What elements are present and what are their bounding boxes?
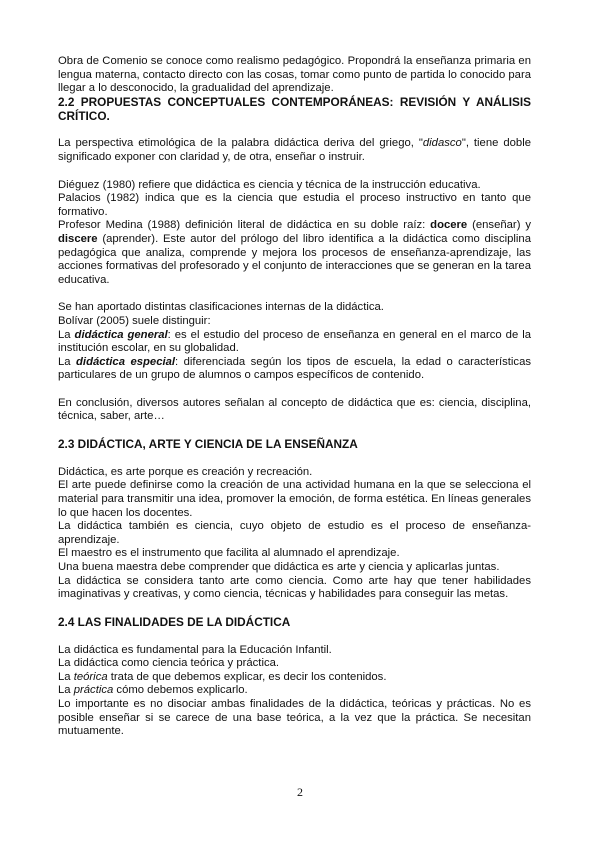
- section-heading-2-4: 2.4 LAS FINALIDADES DE LA DIDÁCTICA: [58, 614, 291, 629]
- art-line-4: El maestro es el instrumento que facilita al alumnado el aprendizaje.: [58, 547, 400, 560]
- art-line-1: Didáctica, es arte porque es creación y recreación.: [58, 465, 313, 478]
- conclusion-paragraph: En conclusión, diversos autores señalan al concepto de didáctica que es: ciencia, disciplina, técnica, saber, arte…: [58, 396, 531, 423]
- etymology-paragraph: La perspectiva etimológica de la palabra didáctica deriva del griego, "didasco", tiene doble significado exponer con claridad y, de otra, enseñar o instruir.: [58, 137, 531, 163]
- art-line-2: El arte puede definirse como la creación de una actividad humana en la que se selecciona el material para transmitir una idea, promover la emoción, de forma estética. En líneas generales lo que hacen los docentes.: [58, 479, 531, 519]
- term-practica: práctica: [73, 684, 114, 697]
- term-discere: discere: [58, 232, 98, 245]
- medina-paragraph: Profesor Medina (1988) definición literal de didáctica en su doble raíz: docere (enseñar) y discere (aprender). Este autor del prólogo del libro identifica a la didáctica como disciplina pedagógica que analiza, comprende y mejora los procesos de enseñanza-aprendizaje, las acciones formativas del profesorado y el conjunto de interacciones que se generan en la tarea educativa.: [58, 219, 531, 286]
- bolivar-paragraph: Bolívar (2005) suele distinguir:: [58, 314, 211, 327]
- purpose-line-5: Lo importante es no disociar ambas finalidades de la didáctica, teóricas y prácticas. No es posible enseñar si se carece de una base teórica, a la vez que la práctica. Se necesitan mutuamente.: [58, 697, 531, 738]
- term-teorica: teórica: [73, 670, 108, 683]
- intro-paragraph: Obra de Comenio se conoce como realismo pedagógico. Propondrá la enseñanza primaria en lengua materna, contacto directo con las cosas, tomar como punto de partida lo conocido para llegar a lo desconocido, la gradualidad del aprendizaje.: [58, 55, 531, 95]
- special-didactics-paragraph: La didáctica especial: diferenciada según los tipos de escuela, la edad o características particulares de un grupo de alumnos o campos específicos de contenido.: [58, 355, 531, 382]
- section-heading-2-2: 2.2 PROPUESTAS CONCEPTUALES CONTEMPORÁNEAS: REVISIÓN Y ANÁLISIS CRÍTICO.: [58, 94, 531, 123]
- page-body: [58, 55, 531, 739]
- purpose-line-4: La práctica cómo debemos explicarlo.: [58, 684, 248, 697]
- palacios-paragraph: Palacios (1982) indica que es la ciencia que estudia el proceso instructivo en tanto que formativo.: [58, 192, 531, 218]
- classification-paragraph: Se han aportado distintas clasificaciones internas de la didáctica.: [58, 301, 384, 314]
- purpose-line-3: La teórica trata de que debemos explicar, es decir los contenidos.: [58, 670, 387, 683]
- term-special: didáctica especial: [76, 355, 176, 368]
- page-number: 2: [297, 785, 303, 799]
- term-docere: docere: [430, 219, 468, 232]
- art-line-5: Una buena maestra debe comprender que didáctica es arte y ciencia y aplicarlas juntas.: [58, 561, 500, 574]
- purpose-line-1: La didáctica es fundamental para la Educación Infantil.: [58, 643, 332, 656]
- art-line-3: La didáctica también es ciencia, cuyo objeto de estudio es el proceso de enseñanza-aprendizaje.: [58, 520, 531, 546]
- purpose-line-2: La didáctica como ciencia teórica y práctica.: [58, 657, 280, 670]
- dieguez-paragraph: Diéguez (1980) refiere que didáctica es ciencia y técnica de la instrucción educativa.: [58, 178, 481, 191]
- term-didasco: didasco: [422, 137, 462, 150]
- section-heading-2-3: 2.3 DIDÁCTICA, ARTE Y CIENCIA DE LA ENSEÑANZA: [58, 437, 358, 452]
- general-didactics-paragraph: La didáctica general: es el estudio del proceso de enseñanza en general en el marco de la institución escolar, en su globalidad.: [58, 328, 531, 355]
- term-general: didáctica general: [74, 328, 168, 341]
- art-line-6: La didáctica se considera tanto arte como ciencia. Como arte hay que tener habilidades imaginativas y creativas, y como ciencia, técnicas y habilidades para conseguir las metas.: [58, 574, 531, 601]
